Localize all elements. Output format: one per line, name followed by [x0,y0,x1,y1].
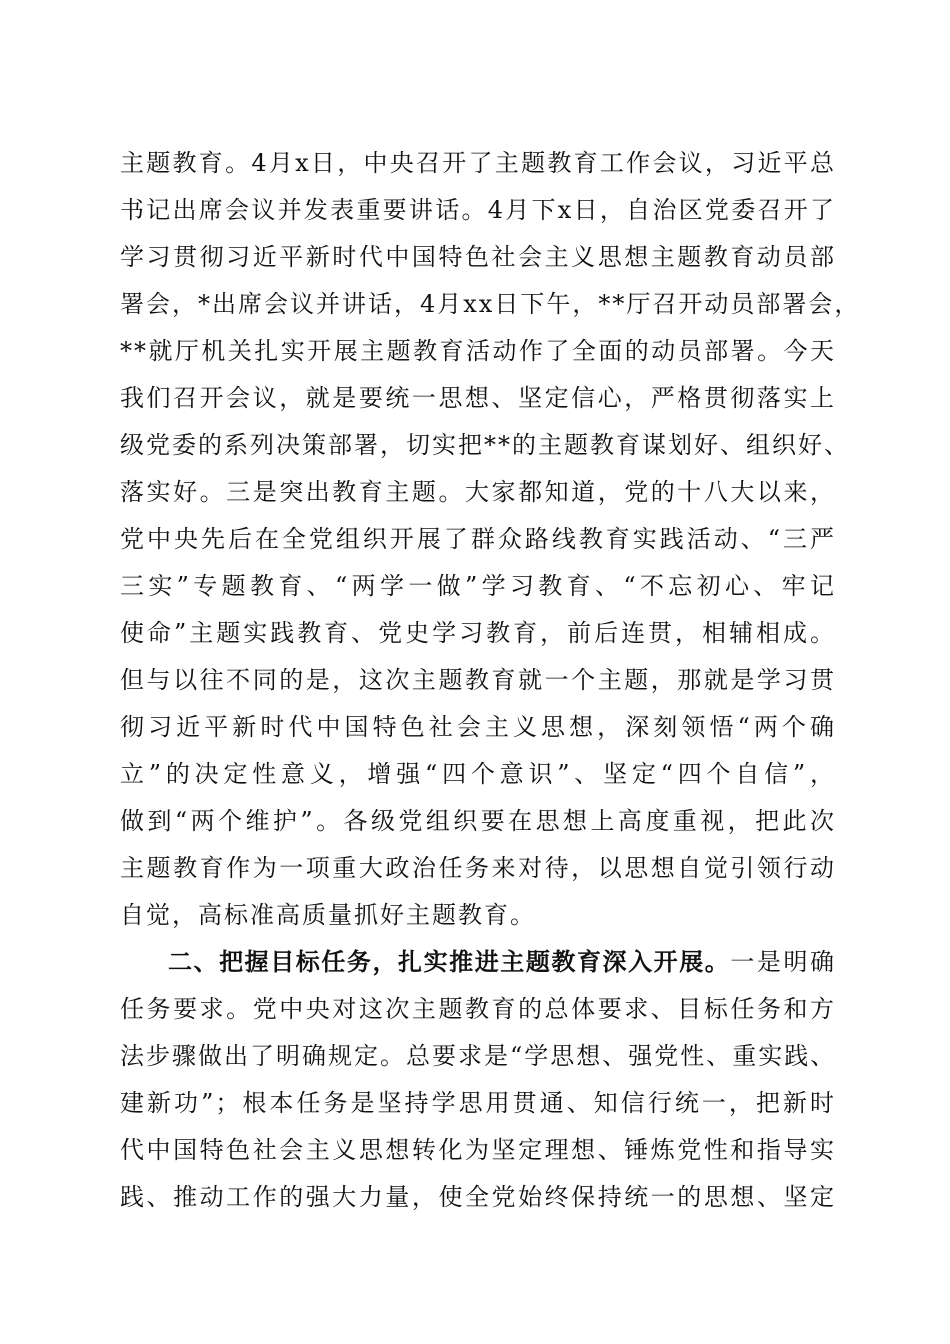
text-line: 但与以往不同的是，这次主题教育就一个主题，那就是学习贯 [120,666,836,694]
text-line: 彻习近平新时代中国特色社会主义思想，深刻领悟“两个确 [120,713,836,741]
section-heading: 二、把握目标任务，扎实推进主题教育深入开展。 [168,948,731,976]
text-line: 署会，*出席会议并讲话，4月xx日下午，**厅召开动员部署会， [120,290,861,318]
text-line: 我们召开会议，就是要统一思想、坚定信心，严格贯彻落实上 [120,384,836,412]
text-line: 主题教育。4月x日，中央召开了主题教育工作会议，习近平总 [120,149,836,177]
paragraph-2 [120,939,836,1221]
text-line: 党中央先后在全党组织开展了群众路线教育实践活动、“三严 [120,525,836,553]
heading-line-rest: 一是明确 [730,948,837,976]
text-line: 代中国特色社会主义思想转化为坚定理想、锤炼党性和指导实 [120,1136,836,1164]
text-line: 落实好。三是突出教育主题。大家都知道，党的十八大以来， [120,478,836,506]
section-heading-line [120,939,836,986]
text-line: 法步骤做出了明确规定。总要求是“学思想、强党性、重实践、 [120,1042,837,1070]
text-line: 级党委的系列决策部署，切实把**的主题教育谋划好、组织好、 [120,431,850,459]
text-line: 学习贯彻习近平新时代中国特色社会主义思想主题教育动员部 [120,243,836,271]
text-line: 任务要求。党中央对这次主题教育的总体要求、目标任务和方 [120,995,836,1023]
document-body [120,140,861,1221]
text-line: 立”的决定性意义，增强“四个意识”、坚定“四个自信”， [120,760,836,788]
text-line: 做到“两个维护”。各级党组织要在思想上高度重视，把此次 [120,807,836,835]
text-line: 主题教育作为一项重大政治任务来对待，以思想自觉引领行动 [120,854,836,882]
text-line: 使命”主题实践教育、党史学习教育，前后连贯，相辅相成。 [120,619,836,647]
text-line: 践、推动工作的强大力量，使全党始终保持统一的思想、坚定 [120,1183,836,1211]
text-line: 建新功”；根本任务是坚持学思用贯通、知信行统一，把新时 [120,1089,836,1117]
text-line: 自觉，高标准高质量抓好主题教育。 [120,901,536,929]
text-line: 书记出席会议并发表重要讲话。4月下x日，自治区党委召开了 [120,196,836,224]
paragraph-1 [120,140,861,939]
text-line: **就厅机关扎实开展主题教育活动作了全面的动员部署。今天 [120,337,836,365]
text-line: 三实”专题教育、“两学一做”学习教育、“不忘初心、牢记 [120,572,836,600]
